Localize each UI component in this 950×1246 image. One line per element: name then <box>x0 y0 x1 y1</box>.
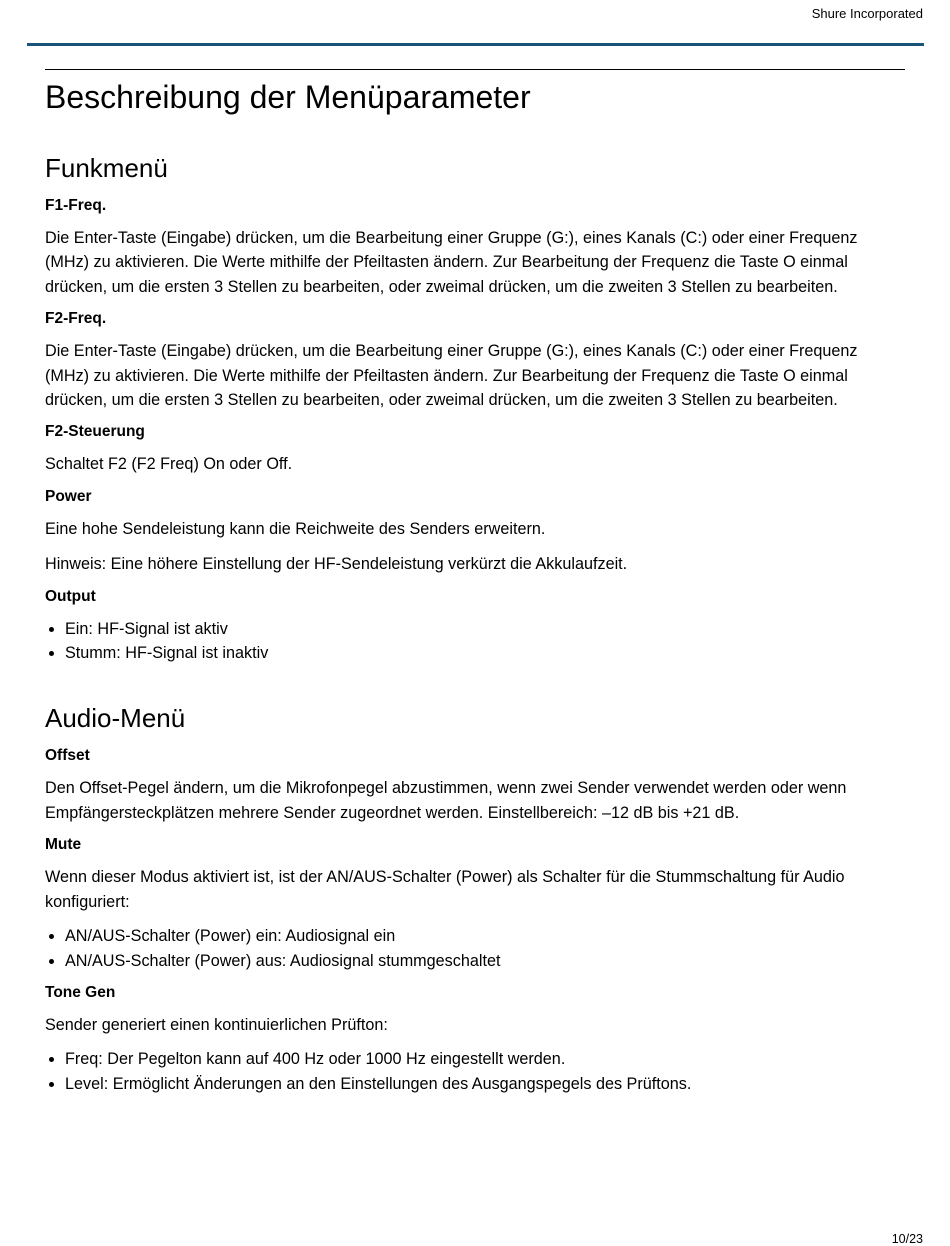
output-list <box>45 617 905 666</box>
f2-freq-text: Die Enter-Taste (Eingabe) drücken, um die Bearbeitung einer Gruppe (G:), eines Kanals (C:) oder einer Frequenz (MHz) zu aktivieren. Die Werte mithilfe der Pfeiltasten ändern. Zur Bearbeitung der Frequenz die Taste O einmal drücken, um die ersten 3 Stellen zu bearbeiten, oder zweimal drücken, um die zweiten 3 Stellen zu bearbeiten. <box>45 342 858 410</box>
page-number: 10/23 <box>891 1232 923 1246</box>
list-item: • AN/AUS-Schalter (Power) aus: Audiosignal stummgeschaltet <box>65 949 905 973</box>
mute-text: Wenn dieser Modus aktiviert ist, ist der AN/AUS-Schalter (Power) als Schalter für die Stummschaltung für Audio konfiguriert: <box>45 868 845 911</box>
offset-label: Offset <box>45 747 90 765</box>
f2-steuerung-text: Schaltet F2 (F2 Freq) On oder Off. <box>45 455 293 474</box>
list-item: • Stumm: HF-Signal ist inaktiv <box>65 641 905 665</box>
audio-heading: Audio-Menü <box>45 703 186 734</box>
company-name: Shure Incorporated <box>811 6 923 21</box>
f2-steuerung-label: F2-Steuerung <box>45 423 145 441</box>
f1-freq-text: Die Enter-Taste (Eingabe) drücken, um die Bearbeitung einer Gruppe (G:), eines Kanals (C:) oder einer Frequenz (MHz) zu aktivieren. Die Werte mithilfe der Pfeiltasten ändern. Zur Bearbeitung der Frequenz die Taste O einmal drücken, um die ersten 3 Stellen zu bearbeiten, oder zweimal drücken, um die zweiten 3 Stellen zu bearbeiten. <box>45 229 858 296</box>
mute-label: Mute <box>45 836 82 854</box>
tone-gen-text: Sender generiert einen kontinuierlichen Prüfton: <box>45 1015 388 1034</box>
document-content <box>45 69 905 1096</box>
power-label: Power <box>45 487 92 505</box>
tone-gen-label: Tone Gen <box>45 983 116 1001</box>
power-text: Eine hohe Sendeleistung kann die Reichweite des Senders erweitern. <box>45 519 546 538</box>
header-bar <box>27 43 924 46</box>
funk-heading: Funkmenü <box>45 153 168 183</box>
f2-freq-label: F2-Freq. <box>45 310 107 328</box>
audio-section <box>45 703 905 1096</box>
list-item: • AN/AUS-Schalter (Power) ein: Audiosignal ein <box>65 924 905 948</box>
power-note: Hinweis: Eine höhere Einstellung der HF-Sendeleistung verkürzt die Akkulaufzeit. <box>45 555 628 574</box>
mute-list <box>45 924 905 973</box>
funk-section <box>45 153 905 665</box>
page-title: Beschreibung der Menüparameter <box>45 79 531 115</box>
output-label: Output <box>45 587 96 605</box>
f1-freq-label: F1-Freq. <box>45 197 107 214</box>
list-item: • Level: Ermöglicht Änderungen an den Einstellungen des Ausgangspegels des Prüftons. <box>65 1072 905 1096</box>
tone-gen-list <box>45 1047 905 1096</box>
offset-text: Den Offset-Pegel ändern, um die Mikrofonpegel abzustimmen, wenn zwei Sender verwendet werden oder wenn Empfängersteckplätzen mehrere Sender zugeordnet werden. Einstellbereich: –12 dB bis +21 dB. <box>45 779 847 822</box>
list-item: • Ein: HF-Signal ist aktiv <box>65 617 905 641</box>
title-divider <box>45 69 905 70</box>
list-item: • Freq: Der Pegelton kann auf 400 Hz oder 1000 Hz eingestellt werden. <box>65 1047 905 1071</box>
